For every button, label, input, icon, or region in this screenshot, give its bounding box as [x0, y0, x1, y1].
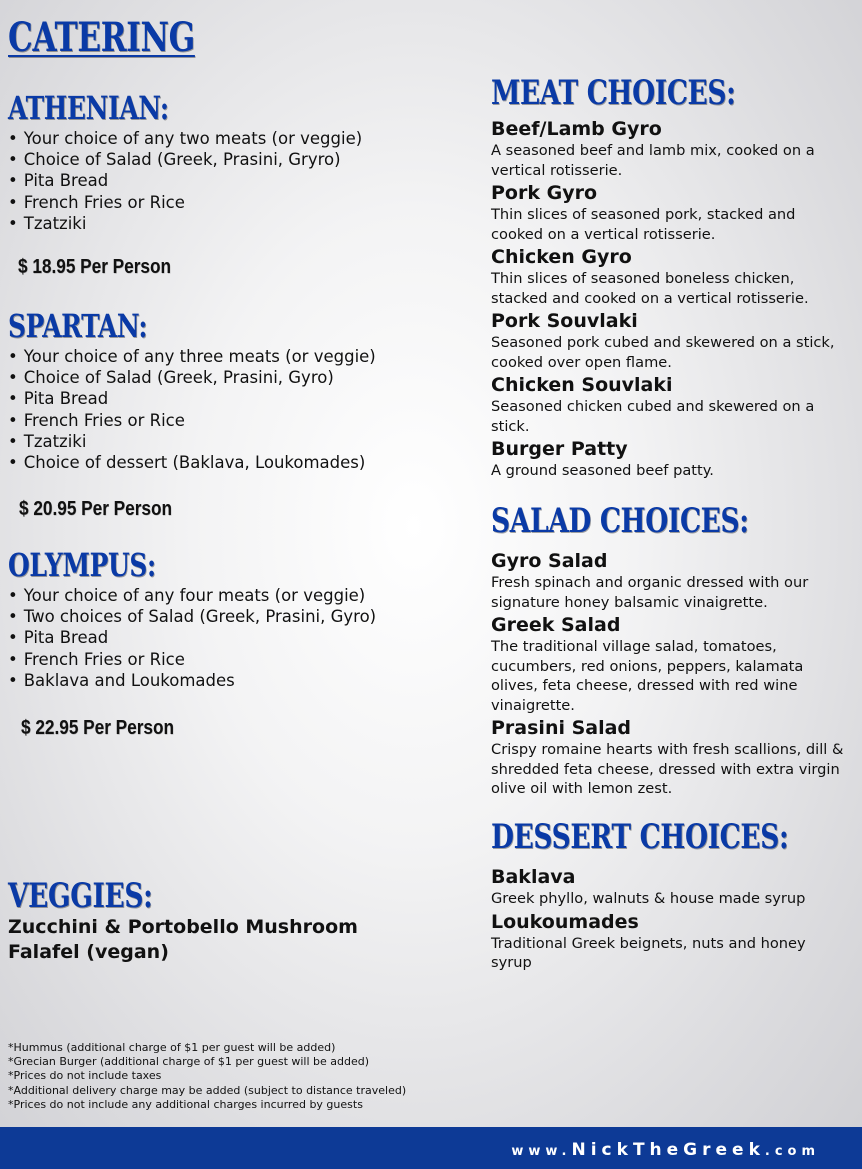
menu-item-name: Chicken Souvlaki — [491, 374, 673, 396]
menu-item-description: Fresh spinach and organic dressed with our signature honey balsamic vinaigrette. — [491, 574, 809, 611]
footnote: *Hummus (additional charge of $1 per guest will be added) — [8, 1041, 336, 1054]
dessert-choices-heading: DESSERT CHOICES: — [491, 817, 789, 857]
menu-item — [491, 438, 851, 481]
package-price: $ 22.95 Per Person — [21, 717, 174, 739]
menu-item — [491, 246, 851, 308]
menu-item — [491, 550, 851, 612]
menu-item-description: Crispy romaine hearts with fresh scallions, dill & shredded feta cheese, dressed with extra virgin olive oil with lemon zest. — [491, 741, 844, 797]
package-item-list — [8, 585, 376, 691]
menu-item-description: Thin slices of seasoned boneless chicken, stacked and cooked on a vertical rotisserie. — [491, 270, 809, 307]
list-item: • French Fries or Rice — [8, 649, 376, 670]
menu-item — [491, 911, 851, 973]
salad-choices-section — [491, 502, 851, 801]
list-item: • French Fries or Rice — [8, 410, 376, 431]
list-item: • Pita Bread — [8, 170, 362, 191]
list-item: • Your choice of any three meats (or veggie) — [8, 346, 376, 367]
menu-item-description: A seasoned beef and lamb mix, cooked on a vertical rotisserie. — [491, 142, 815, 179]
menu-item-description: Greek phyllo, walnuts & house made syrup — [491, 890, 806, 907]
package-item-list — [8, 346, 376, 473]
list-item: • Your choice of any two meats (or veggie) — [8, 128, 362, 149]
footnote: *Grecian Burger (additional charge of $1 per guest will be added) — [8, 1055, 370, 1069]
list-item: • Baklava and Loukomades — [8, 670, 376, 691]
menu-item — [491, 374, 851, 436]
footnote: *Additional delivery charge may be added (subject to distance traveled) — [8, 1083, 407, 1097]
list-item: • Choice of dessert (Baklava, Loukomades) — [8, 452, 376, 473]
package-olympus — [8, 547, 376, 691]
meat-choices-section — [491, 74, 851, 483]
list-item: • French Fries or Rice — [8, 192, 362, 213]
list-item: • Tzatziki — [8, 213, 362, 234]
footer-bar — [0, 1127, 862, 1169]
menu-item-name: Pork Gyro — [491, 182, 598, 204]
salad-choices-heading: SALAD CHOICES: — [491, 501, 749, 541]
list-item: • Choice of Salad (Greek, Prasini, Gryro) — [8, 149, 362, 170]
menu-item — [491, 866, 851, 909]
footnote: *Prices do not include any additional charges incurred by guests — [8, 1097, 363, 1111]
package-spartan — [8, 308, 376, 473]
veggie-option: Falafel (vegan) — [8, 941, 169, 963]
menu-item-description: Seasoned chicken cubed and skewered on a stick. — [491, 398, 815, 435]
menu-item — [491, 118, 851, 180]
meat-choices-heading: MEAT CHOICES: — [491, 73, 736, 113]
url-suffix: .com — [764, 1144, 820, 1159]
package-item-list — [8, 128, 362, 234]
list-item: • Your choice of any four meats (or veggie) — [8, 585, 376, 606]
url-prefix: www. — [511, 1144, 572, 1159]
menu-item-description: Traditional Greek beignets, nuts and honey syrup — [491, 934, 806, 971]
menu-item-name: Prasini Salad — [491, 717, 632, 739]
url-domain-name: NickTheGreek — [571, 1140, 765, 1160]
menu-item-description: A ground seasoned beef patty. — [491, 462, 714, 479]
menu-item-description: The traditional village salad, tomatoes, cucumbers, red onions, peppers, kalamata olives, feta cheese, dressed with red wine vinaigrette. — [491, 638, 804, 714]
list-item: • Choice of Salad (Greek, Prasini, Gyro) — [8, 367, 376, 388]
dessert-choices-section — [491, 818, 851, 975]
list-item: • Pita Bread — [8, 627, 376, 648]
footnotes — [8, 1041, 406, 1112]
veggies-section — [8, 877, 358, 965]
menu-item — [491, 310, 851, 372]
package-heading: SPARTAN: — [8, 307, 148, 345]
menu-item — [491, 614, 851, 715]
footnote: *Prices do not include taxes — [8, 1069, 162, 1083]
package-athenian — [8, 90, 362, 234]
veggie-option: Zucchini & Portobello Mushroom — [8, 916, 358, 938]
package-heading: OLYMPUS: — [8, 546, 156, 584]
menu-item-name: Loukoumades — [491, 910, 639, 933]
package-heading: ATHENIAN: — [8, 89, 169, 127]
menu-item-name: Greek Salad — [491, 614, 621, 636]
menu-item-name: Chicken Gyro — [491, 246, 632, 268]
menu-item — [491, 182, 851, 244]
menu-item-name: Beef/Lamb Gyro — [491, 118, 662, 140]
list-item: • Pita Bread — [8, 388, 376, 409]
menu-item-name: Baklava — [491, 866, 576, 888]
menu-item — [491, 717, 851, 799]
package-price: $ 20.95 Per Person — [19, 498, 172, 520]
website-url[interactable] — [511, 1140, 820, 1160]
list-item: • Two choices of Salad (Greek, Prasini, Gyro) — [8, 606, 376, 627]
menu-item-name: Pork Souvlaki — [491, 310, 638, 332]
page-title: CATERING — [8, 14, 195, 61]
package-price: $ 18.95 Per Person — [18, 256, 171, 278]
menu-item-description: Seasoned pork cubed and skewered on a stick, cooked over open flame. — [491, 334, 835, 371]
list-item: • Tzatziki — [8, 431, 376, 452]
menu-item-description: Thin slices of seasoned pork, stacked and cooked on a vertical rotisserie. — [491, 206, 796, 243]
veggies-heading: VEGGIES: — [8, 876, 153, 916]
menu-item-name: Burger Patty — [491, 438, 628, 460]
menu-item-name: Gyro Salad — [491, 550, 608, 572]
